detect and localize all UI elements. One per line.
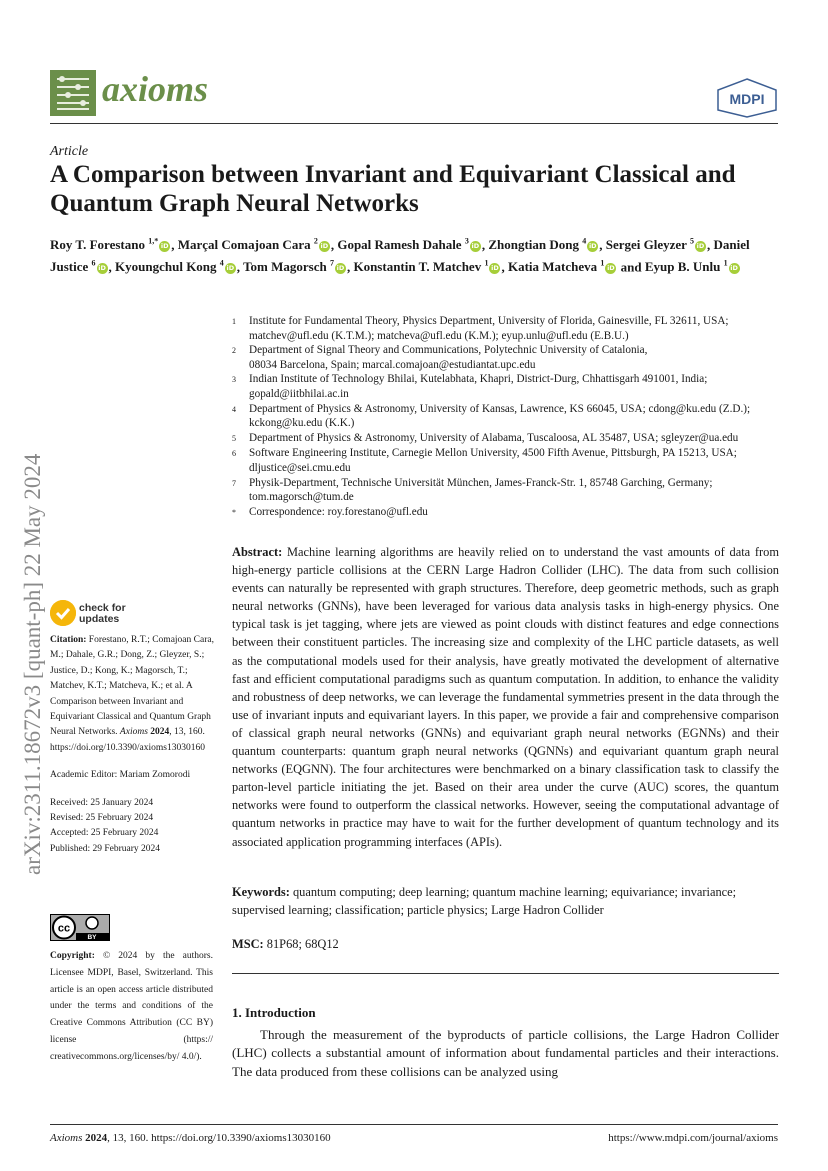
affiliation-line: 08034 Barcelona, Spain; marcal.comajoan@estudiantat.upc.edu [249,358,536,371]
affiliation-number: 5 [232,433,236,443]
introduction-text: Through the measurement of the byproducts of particle collisions, the Large Hadron Collider (LHC) collects a substantial amount of information about fundamental particles and their interactions. The data produced from these collisions can be analyzed using [232,1027,779,1079]
arxiv-stamp [20,345,50,875]
affiliation-item [232,446,780,475]
abstract [232,543,779,851]
affiliations [232,314,780,520]
affiliation-number: 6 [232,449,236,459]
author-affiliation-mark: 7 [329,258,334,268]
citation-year: 2024 [150,727,170,738]
publication-dates [50,796,215,858]
affiliation-line: Physik-Department, Technische Universität München, James-Franck-Str. 1, 85748 Garching, Germany; [249,476,713,489]
section-rule [232,973,779,974]
article-title: A Comparison between Invariant and Equivariant Classical and Quantum Graph Neural Networks [50,161,736,217]
author-name: Gopal Ramesh Dahale [337,237,462,253]
author[interactable] [508,259,617,274]
citation-doi: , 13, 160. https://doi.org/10.3390/axioms13030160 [50,727,205,753]
section-heading-introduction: 1. Introduction [232,1005,316,1020]
journal-name: axioms [102,69,209,109]
affiliation-text [249,343,647,372]
author-affiliation-mark: 6 [91,258,96,268]
citation-journal: Axioms [119,727,148,738]
author-name: Tom Magorsch [243,259,327,275]
author-name: Daniel Justice [50,237,750,275]
footer-rule [50,1124,778,1125]
affiliation-number: 7 [232,478,236,488]
sidebar-info [50,633,215,869]
date-received: Received: 25 January 2024 [50,797,154,808]
arxiv-stamp-text: arXiv:2311.18672v3 [quant-ph] 22 May 2024 [20,453,45,875]
affiliation-line: Correspondence: roy.forestano@ufl.edu [249,505,428,518]
header-rule [50,123,778,124]
affiliation-item [232,505,780,521]
affiliation-line: Indian Institute of Technology Bhilai, Kutelabhata, Khapri, District-Durg, Chhattisgarh 491001, India; [249,373,708,386]
affiliation-item [232,314,780,343]
check-for-updates-link[interactable] [79,603,126,624]
author-affiliation-mark: 4 [219,258,224,268]
author-name: Eyup B. Unlu [644,259,721,275]
svg-text:MDPI: MDPI [729,91,765,107]
author-name: Roy T. Forestano [50,237,145,253]
affiliation-line: matchev@ufl.edu (K.T.M.); matcheva@ufl.edu (K.M.); eyup.unlu@ufl.edu (E.B.U.) [249,329,629,342]
affiliation-number: 4 [232,404,236,414]
orcid-icon[interactable]: iD [160,242,169,251]
copyright-label: Copyright: [50,951,95,961]
author[interactable] [115,259,237,274]
author-affiliation-mark: 1 [600,258,605,268]
orcid-icon[interactable]: iD [320,242,329,251]
author-affiliation-mark: 1 [723,258,728,268]
author[interactable] [243,259,347,274]
author[interactable] [337,237,481,252]
copyright-text: © 2024 by the authors. Licensee MDPI, Basel, Switzerland. This article is an open access article distributed under the terms and conditions of the Creative Commons Attribution (CC BY) license (https:// creativecommons.org/licenses/by/ 4.0/). [50,951,213,1062]
svg-text:cc: cc [57,922,71,935]
affiliation-line: Department of Physics & Astronomy, University of Alabama, Tuscaloosa, AL 35487, USA; sgleyzer@ua.edu [249,431,739,444]
check-for-updates-line1: check for [79,602,126,614]
affiliation-line: Department of Signal Theory and Communications, Polytechnic University of Catalonia, [249,344,648,357]
orcid-icon[interactable]: iD [696,242,705,251]
author-name: Kyoungchul Kong [115,259,217,275]
affiliation-text [249,372,707,401]
affiliation-text [249,314,729,343]
author-affiliation-mark: 4 [582,237,587,246]
citation-text: Forestano, R.T.; Comajoan Cara, M.; Dahale, G.R.; Dong, Z.; Gleyzer, S.; Justice, D.; Kong, K.; Magorsch, T.; Matchev, K.T.; Matcheva, K.; et al. A Comparison between Invariant and Equivariant Classical and Quantum Graph Neural Networks. [50,635,214,738]
copyright-notice [50,948,213,1066]
author-name: Zhongtian Dong [488,237,579,253]
affiliation-text [249,402,750,431]
author-affiliation-mark: 2 [313,237,318,246]
date-published: Published: 29 February 2024 [50,843,161,854]
author[interactable] [178,237,331,252]
footer-citation [50,1132,331,1144]
footer-doi[interactable]: , 13, 160. https://doi.org/10.3390/axioms13030160 [107,1132,331,1144]
author[interactable] [488,237,599,252]
affiliation-item [232,372,780,401]
author-affiliation-mark: 1 [484,258,489,268]
affiliation-number: 3 [232,375,236,385]
affiliation-line: Department of Physics & Astronomy, University of Kansas, Lawrence, KS 66045, USA; cdong@ku.edu (Z.D.); [249,402,751,415]
orcid-icon[interactable]: iD [98,264,106,273]
check-for-updates-line2: updates [79,612,120,625]
footer-year: 2024 [85,1132,108,1144]
mdpi-logo [716,78,778,118]
orcid-icon[interactable]: iD [730,264,738,273]
citation-label: Citation: [50,635,87,645]
affiliation-number: 1 [232,317,236,326]
author-name: Sergei Gleyzer [605,237,687,253]
msc-codes [232,937,339,952]
keywords [232,883,779,919]
affiliation-text [249,431,738,447]
orcid-icon[interactable]: iD [336,264,345,273]
abstract-text: Machine learning algorithms are heavily relied on to understand the vast amounts of data from high-energy particle collisions at the CERN Large Hadron Collider (LHC). The data from such collision events can naturally be represented with graph structures. Therefore, deep geometric methods, such as graph neural networks (GNNs), have been leveraged for various data analysis tasks in high-energy physics. One typical task is jet tagging, where jets are viewed as point clouds with distinct features and edge connections between their constituent particles. The increasing size and complexity of the LHC particle datasets, as well as the computational models used for their analysis, have greatly motivated the development of alternative fast and efficient computational paradigms such as quantum computation. In addition, to enhance the validity and robustness of deep networks, we can leverage the fundamental symmetries present in the data through the use of invariant inputs and equivariant layers. In this paper, we provide a fair and comprehensive comparison of classical graph neural networks (GNNs) and equivariant graph neural networks (EGNNs) and their quantum counterparts: quantum graph neural networks (QGNNs) and equivariant quantum graph neural networks (EQGNN). The four architectures were benchmarked on a binary classification task to classify the parton-level particle initiating the jet. Based on their area under the curve (AUC) scores, the quantum networks were found to outperform the classical networks. However, seeing the computational advantage of quantum networks in practice may have to wait for the further development of quantum technology and its associated application programming interfaces (APIs). [232,545,779,849]
author[interactable] [645,259,741,274]
svg-text:BY: BY [87,934,97,941]
msc-label: MSC: [232,937,264,951]
author-affiliation-mark: 3 [464,237,469,246]
affiliation-number: * [232,507,236,517]
affiliation-line: gopald@iitbhilai.ac.in [249,387,349,400]
academic-editor: Academic Editor: Mariam Zomorodi [50,770,191,781]
author-name: Konstantin T. Matchev [353,259,482,275]
citation [50,633,215,756]
journal-logo [50,70,96,116]
date-revised: Revised: 25 February 2024 [50,813,154,824]
affiliation-text [249,446,737,475]
affiliation-item [232,431,780,447]
orcid-icon[interactable]: iD [226,264,235,273]
footer-journal-url[interactable]: https://www.mdpi.com/journal/axioms [608,1132,778,1144]
author-affiliation-mark: 1,* [148,237,159,246]
affiliation-number: 2 [232,346,236,356]
article-type: Article [50,144,89,159]
affiliation-text [249,476,713,505]
affiliation-line: Institute for Fundamental Theory, Physics Department, University of Florida, Gainesville, FL 32611, USA; [249,315,729,327]
affiliation-line: Software Engineering Institute, Carnegie Mellon University, 4500 Fifth Avenue, Pittsburgh, PA 15213, USA; [249,447,737,460]
author[interactable] [353,259,501,274]
footer-journal: Axioms [50,1132,83,1144]
affiliation-item [232,402,780,431]
affiliation-line: kckong@ku.edu (K.K.) [249,417,355,430]
affiliation-line: dljustice@sei.cmu.edu [249,461,351,474]
author-name: Katia Matcheva [507,259,598,275]
author-name: Marçal Comajoan Cara [177,237,311,253]
author-affiliation-mark: 5 [689,237,694,246]
author-list: Roy T. Forestano $^{1,*}$iD , Marçal Comajoan Cara $^2$iD , Gopal Ramesh Dahale $^3$iD , Zhongtian Dong $^4$iD , Sergei Gleyzer $^5$iD , Daniel Justice $^6$iD , Kyoungchul Kong $^4$iD , Tom Magorsch $^7$iD , Konstantin T. Matchev $^1$iD , Katia Matcheva $^1$iD and Eyup B. Unlu $^1$iD [50,237,750,275]
affiliation-item [232,476,780,505]
check-for-updates-icon[interactable] [50,600,76,626]
keywords-label: Keywords: [232,885,290,899]
orcid-icon[interactable]: iD [607,264,615,273]
orcid-icon[interactable]: iD [491,264,499,273]
cc-by-license-icon[interactable] [50,914,110,941]
abstract-label: Abstract: [232,545,283,559]
orcid-icon[interactable]: iD [588,242,597,251]
date-accepted: Accepted: 25 February 2024 [50,828,159,839]
author[interactable] [50,237,171,252]
author[interactable] [606,237,707,252]
affiliation-line: tom.magorsch@tum.de [249,491,354,504]
orcid-icon[interactable]: iD [471,242,480,251]
affiliation-item [232,343,780,372]
keywords-text: quantum computing; deep learning; quantum machine learning; equivariance; invariance; supervised learning; classification; particle physics; Large Hadron Collider [232,885,737,918]
msc-text: 81P68; 68Q12 [266,937,339,951]
affiliation-text [249,505,428,521]
